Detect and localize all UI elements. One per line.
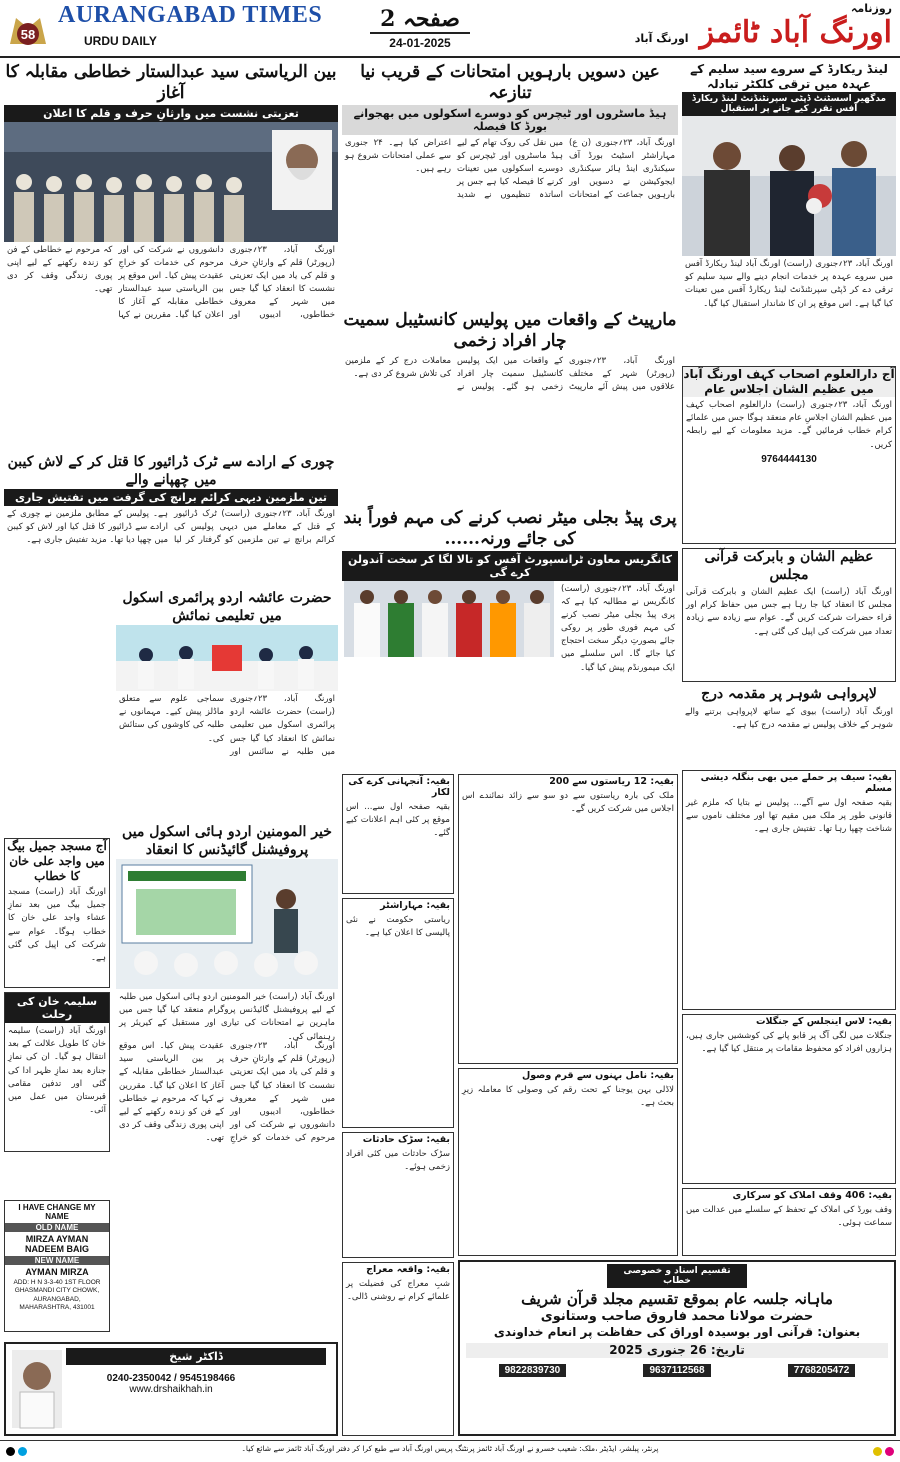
ad-tag: تقسیم اسناد و خصوصی خطاب <box>607 1264 747 1288</box>
doctor-photo <box>12 1350 62 1428</box>
headline: بقیہ: 12 ریاستوں سے 200 <box>549 776 674 787</box>
ad-phone: 9822839730 <box>499 1364 567 1377</box>
story-left-continued <box>116 1038 338 1338</box>
story-police-injured <box>342 310 678 504</box>
story-waqf <box>682 1188 896 1256</box>
subheadline: ہیڈ ماسٹروں اور ٹیچرس کو دوسرے اسکولوں میں بھجوانے بورڈ کا فیصلہ <box>342 105 678 135</box>
headline: آج مسجد جمیل بیگ میں واجد علی خان کا خطاب <box>7 839 107 883</box>
story-body: اورنگ آباد (راست) مسجد جمیل بیگ میں بعد نمازِ عشاء واجد علی خان کا خطاب ہوگا۔ عوام سے شرکت کی اپیل کی گئی ہے۔ <box>8 887 106 963</box>
old-name: MIRZA AYMAN NADEEM BAIG <box>24 1234 89 1254</box>
headline: چوری کے ارادے سے ٹرک ڈرائیور کا قتل کر کے لاش کیبن میں چھپانے والے <box>7 454 335 488</box>
headline: مارپیٹ کے واقعات میں پولیس کانسٹیبل سمیت چار افراد زخمی <box>343 310 677 352</box>
ad-name-change <box>4 1200 110 1332</box>
story-body: اورنگ آباد، ۲۳؍جنوری (راست) دارالعلوم اصحاب کہف میں عظیم الشان اجلاسِ عام منعقد ہوگا جس میں علمائے کرام خطاب فرمائیں گے۔ مزید معلومات کے لیے رابطہ کریں۔ <box>686 400 892 450</box>
story-body: لاڈلی بہن یوجنا کے تحت رقم کی وصولی کا معاملہ زیرِ بحث ہے۔ <box>462 1085 674 1109</box>
clinic-website: www.drshaikhah.in <box>129 1384 213 1395</box>
story-calligraphy <box>4 62 338 450</box>
story-ashab-kahf <box>682 366 896 544</box>
registration-mark <box>18 1447 27 1456</box>
story-body: اورنگ آباد، ۲۳؍جنوری (رپورٹر) قلم کے وارثانِ حرف و قلم کی یاد میں ایک تعزیتی نشست کا انعقاد کیا گیا جس میں شہر کے معروف خطاطوں، ادیبوں اور دانشوروں نے شرکت کی اور مرحوم کی خدمات کو خراجِ عقیدت پیش کیا۔ اس موقع پر بین الریاستی سید عبدالستار خطاطی مقابلہ کے آغاز کا اعلان کیا گیا۔ مقررین نے کہا کہ مرحوم نے خطاطی کے فن کو زندہ رکھنے کے لیے اپنی پوری زندگی وقف کر دی تھی۔ <box>119 1041 335 1144</box>
story-body: اورنگ آباد، ۲۳؍جنوری (رپورٹر) قلم کے وارثانِ حرف و قلم کی یاد میں ایک تعزیتی نشست کا انعقاد کیا گیا جس میں شہر کے معروف خطاطوں، ادیبوں اور دانشوروں نے شرکت کی اور مرحوم کی خدمات کو خراجِ عقیدت پیش کیا۔ اس موقع پر بین الریاستی سید عبدالستار خطاطی مقابلہ کے آغاز کا اعلان کیا گیا۔ مقررین نے کہا کہ مرحوم نے خطاطی کے فن کو زندہ رکھنے کے لیے اپنی پوری زندگی وقف کر دی تھی۔ <box>7 244 335 321</box>
story-los-angeles <box>682 1014 896 1184</box>
ad-date: تاریخ: 26 جنوری 2025 <box>466 1343 888 1358</box>
registration-mark <box>873 1447 882 1456</box>
story-body: اورنگ آباد، ۲۳؍جنوری (راست) حضرت عائشہ اردو پرائمری اسکول میں تعلیمی نمائش کا انعقاد کیا گیا جس میں طلبہ نے سائنس اور سماجی علوم سے متعلق ماڈلز پیش کیے۔ مہمانوں نے طلبہ کی کاوشوں کی ستائش کی۔ <box>119 694 335 757</box>
english-title: AURANGABAD TIMES <box>58 2 323 28</box>
ad-headline: ماہانہ جلسہ عام بموقع تقسیم مجلد قرآن شریف <box>521 1290 833 1308</box>
headline: بقیہ: واقعہ معراج <box>366 1264 450 1275</box>
story-body: اورنگ آباد (راست) خیر المومنین اردو ہائی اسکول میں طلبہ کے لیے پروفیشنل گائیڈنس پروگرام منعقد کیا گیا جس میں ماہرین نے امتحانات کی تیاری اور مستقبل کے کیریئر پر رہنمائی کی۔ <box>119 992 335 1042</box>
photo-felicitation <box>682 116 896 256</box>
story-body: وقف بورڈ کی املاک کے تحفظ کے سلسلے میں عدالت میں سماعت ہوئی۔ <box>686 1205 892 1229</box>
ad-quran-jalsa <box>458 1260 896 1436</box>
new-name: AYMAN MIRZA <box>25 1267 89 1277</box>
story-continued-lalkar <box>342 774 454 894</box>
subheadline: تین ملزمین دیہی کرائم برانچ کی گرفت میں تفتیش جاری <box>4 489 338 506</box>
photo-guidance-session <box>116 859 338 989</box>
story-body: جنگلات میں لگی آگ پر قابو پانے کی کوششیں جاری ہیں، ہزاروں افراد کو محفوظ مقامات پر منتقل کیا گیا ہے۔ <box>686 1031 892 1055</box>
new-name-label: NEW NAME <box>5 1256 109 1265</box>
masthead-city: اورنگ آباد <box>634 32 689 45</box>
footer <box>0 1440 900 1462</box>
story-body: اورنگ آباد، ۲۳؍جنوری (ن ع) مہاراشٹر اسٹیٹ بورڈ آف سیکنڈری اینڈ ہائر سیکنڈری ایجوکیشن نے دسویں اور بارہویں جماعت کے امتحانات میں نقل کی روک تھام کے لیے ہیڈ ماسٹروں اور ٹیچرس کو دوسرے اسکولوں میں تعینات کرنے کا فیصلہ کیا ہے جس پر اساتذہ تنظیموں نے شدید اعتراض کیا ہے۔ ۲۴ جنوری سے عملی امتحانات شروع ہو رہے ہیں۔ <box>345 137 675 201</box>
registration-mark <box>6 1447 15 1456</box>
headline: لاپرواہی شوہر پر مقدمہ درج <box>701 686 877 702</box>
ad-address: ADD: H N 3-3-40 1ST FLOOR GHASMANDI CITY CHOWK, AURANGABAD, MAHARASHTRA, 431001 <box>13 1279 101 1312</box>
story-ayesha-school <box>116 590 338 820</box>
masthead-daily-label: روزنامہ <box>850 2 892 15</box>
story-exam-dispute <box>342 62 678 306</box>
masthead <box>0 0 900 58</box>
story-body: اورنگ آباد، ۲۳؍جنوری (راست) کانگریس نے مطالبہ کیا ہے کہ پری پیڈ بجلی میٹر نصب کرنے کی مہم فوری طور پر روکی جائے بصورتِ دیگر سخت احتجاج کیا جائے گا۔ اس سلسلے میں ایک میمورنڈم پیش کیا گیا۔ <box>561 583 676 673</box>
anniversary-logo <box>4 4 52 52</box>
photo-exhibition <box>116 625 338 691</box>
story-body: سڑک حادثات میں کئی افراد زخمی ہوئے۔ <box>346 1149 450 1173</box>
story-prepaid-meter <box>342 508 678 770</box>
story-body: اورنگ آباد (راست) ایک عظیم الشان و بابرکت قرآنی مجلس کا انعقاد کیا جا رہا ہے جس میں حفاظ کرام اور قراء حضرات شرکت کریں گے۔ عوام سے زیادہ سے زیادہ تعداد میں شرکت کی اپیل کی گئی ہے۔ <box>686 587 892 637</box>
clinic-heading: ڈاکٹر شیخ <box>66 1348 326 1365</box>
story-khair-school <box>116 824 338 1042</box>
imprint-line: پرنٹر، پبلشر، ایڈیٹر ،ملک: شعیب خسرو نے اورنگ آباد ٹائمز پرنٹنگ پریس اورنگ آباد سے طبع کرا کر دفتر اورنگ آباد ٹائمز سے شائع کیا۔ <box>241 1444 659 1453</box>
photo-congress-memorandum <box>344 581 554 657</box>
logo-number: 58 <box>20 27 36 42</box>
clinic-phone: 0240-2350042 / 9545198466 <box>106 1373 236 1384</box>
headline: حضرت عائشہ اردو پرائمری اسکول میں تعلیمی نمائش <box>122 590 332 624</box>
ad-title: I HAVE CHANGE MY NAME <box>18 1203 96 1221</box>
headline: بقیہ: سڑک حادثات <box>362 1134 450 1145</box>
story-body: بقیہ صفحہ اول سے آگے... پولیس نے بتایا کہ ملزم غیر قانونی طور پر ملک میں مقیم تھا اور مختلف ناموں سے شناخت چھپا رہا تھا۔ تفتیش جاری ہے۔ <box>686 798 892 835</box>
headline: بقیہ: آنجہانی کرے کی لکار <box>348 776 450 798</box>
story-body: اورنگ آباد، ۲۳؍جنوری (راست) ٹرک ڈرائیور کے قتل کے معاملے میں دیہی پولیس کی کرائم برانچ نے تین ملزمین کو گرفتار کر لیا ہے۔ پولیس کے مطابق ملزمین نے چوری کے ارادے سے ڈرائیور کا قتل کیا اور لاش کو کیبن میں چھپا دیا تھا۔ مزید تفتیش جاری ہے۔ <box>7 509 335 546</box>
story-body: ریاستی حکومت نے نئی پالیسی کا اعلان کیا ہے۔ <box>346 915 450 939</box>
urdu-masthead <box>635 2 892 50</box>
old-name-label: OLD NAME <box>5 1223 109 1232</box>
headline: بقیہ: نامل بہنوں سے قرم وصول <box>521 1070 674 1081</box>
ad-subject: بعنوان: قرآنی اور بوسیدہ اوراق کی حفاظت پر انعام خداوندی <box>493 1325 861 1339</box>
headline: بقیہ: 406 وقف املاک کو سرکاری <box>732 1190 892 1201</box>
story-body: بقیہ صفحہ اول سے... اس موقع پر کئی اہم اعلانات کیے گئے۔ <box>346 802 450 839</box>
story-careless-husband <box>682 686 896 766</box>
headline: پری پیڈ بجلی میٹر نصب کرنے کی مہم فوراً بند کی جائے ورنہ...... <box>343 508 677 550</box>
story-saif-attack <box>682 770 896 1010</box>
registration-mark <box>885 1447 894 1456</box>
ad-clinic <box>4 1342 338 1436</box>
headline: بقیہ: مہاراشٹر <box>380 900 450 911</box>
headline: عظیم الشان و بابرکت قرآنی مجلس <box>704 549 874 583</box>
story-continued-meraj <box>342 1262 454 1436</box>
ad-phone: 7768205472 <box>788 1364 856 1377</box>
story-continued-maharashtra <box>342 898 454 1128</box>
subheadline: تعزیتی نشست میں وارثانِ حرف و قلم کا اعلان <box>4 105 338 122</box>
story-continued-accidents <box>342 1132 454 1258</box>
headline: آج دارالعلوم اصحاب کہف اورنگ آباد میں عظیم الشان اجلاس عام <box>683 367 895 396</box>
ad-speaker: حضرت مولانا محمد فاروق صاحب وستانوی <box>540 1308 814 1324</box>
subheadline: مدگھیر اسسٹنٹ ڈپٹی سپرنٹنڈنٹ لینڈ ریکارڈ آفس تقرر کیے جانے پر استقبال <box>682 92 896 116</box>
story-continued-12-states <box>458 774 678 1064</box>
headline: خیر المومنین اردو ہائی اسکول میں پروفیشنل گائیڈنس کا انعقاد <box>122 824 332 858</box>
story-body: شبِ معراج کی فضیلت پر علمائے کرام نے روشنی ڈالی۔ <box>346 1279 450 1303</box>
english-subtitle: URDU DAILY <box>84 34 157 48</box>
headline: بین الریاستی سید عبدالستار خطاطی مقابلہ کا آغاز <box>5 62 337 104</box>
story-masjid-khitab <box>4 838 110 988</box>
ad-phone: 9637112568 <box>643 1364 710 1377</box>
headline: لینڈ ریکارڈ کے سروے سید سلیم کے عہدہ میں ترقی کلکٹر تبادلہ <box>690 62 888 91</box>
headline: بقیہ: لاس اینجلس کے جنگلات <box>755 1016 892 1027</box>
photo-gathering <box>4 122 338 242</box>
headline: سلیمہ خان کی رحلت <box>5 993 109 1023</box>
contact-phone: 9764444130 <box>761 453 817 465</box>
headline: بقیہ: سیف پر حملے میں بھی بنگلہ دیشی مسلم <box>700 772 892 794</box>
story-body: اورنگ آباد (راست) بیوی کے ساتھ لاپرواہی برتنے والے شوہر کے خلاف پولیس نے مقدمہ درج کیا ہے۔ <box>685 706 893 730</box>
story-obituary <box>4 992 110 1152</box>
headline: عین دسویں بارہویں امتحانات کے قریب نیا تنازعہ <box>360 62 660 104</box>
date-divider <box>370 32 470 34</box>
story-continued-ladli-behna <box>458 1068 678 1256</box>
story-truck-driver <box>4 454 338 584</box>
issue-date: 24-01-2025 <box>389 36 451 50</box>
story-body: ملک کی بارہ ریاستوں سے دو سو سے زائد نمائندے اس اجلاس میں شرکت کریں گے۔ <box>462 791 674 815</box>
page-number: صفحہ 2 <box>380 6 460 32</box>
masthead-urdu-title: اورنگ آباد ٹائمز <box>699 15 892 50</box>
story-quranic-majlis <box>682 548 896 682</box>
story-body: اورنگ آباد، ۲۳؍جنوری (رپورٹر) شہر کے مختلف علاقوں میں پیش آئے مارپیٹ کے واقعات میں ایک پولیس کانسٹیبل سمیت چار افراد زخمی ہو گئے۔ پولیس نے معاملات درج کر کے ملزمین کی تلاش شروع کر دی ہے۔ <box>345 355 675 392</box>
story-body: اورنگ آباد (راست) سلیمہ خان کا طویل علالت کے بعد انتقال ہو گیا۔ ان کی نمازِ جنازہ بعد نمازِ ظہر ادا کی گئی اور تدفین مقامی قبرستان میں عمل میں آئی۔ <box>8 1026 106 1116</box>
subheadline: کانگریس معاون ٹرانسپورٹ آفس کو تالا لگا کر سخت آندولن کرے گی <box>342 551 678 581</box>
story-body: اورنگ آباد، ۲۳؍جنوری (راست) اورنگ آباد لینڈ ریکارڈ آفس میں سروے عہدہ پر خدمات انجام دینے والے سید سلیم کو ترقی دے کر ڈپٹی سپرنٹنڈنٹ لینڈ ریکارڈ آفس میں تعینات کیا گیا ہے۔ اس موقع پر ان کا شاندار استقبال کیا گیا۔ <box>685 259 894 309</box>
